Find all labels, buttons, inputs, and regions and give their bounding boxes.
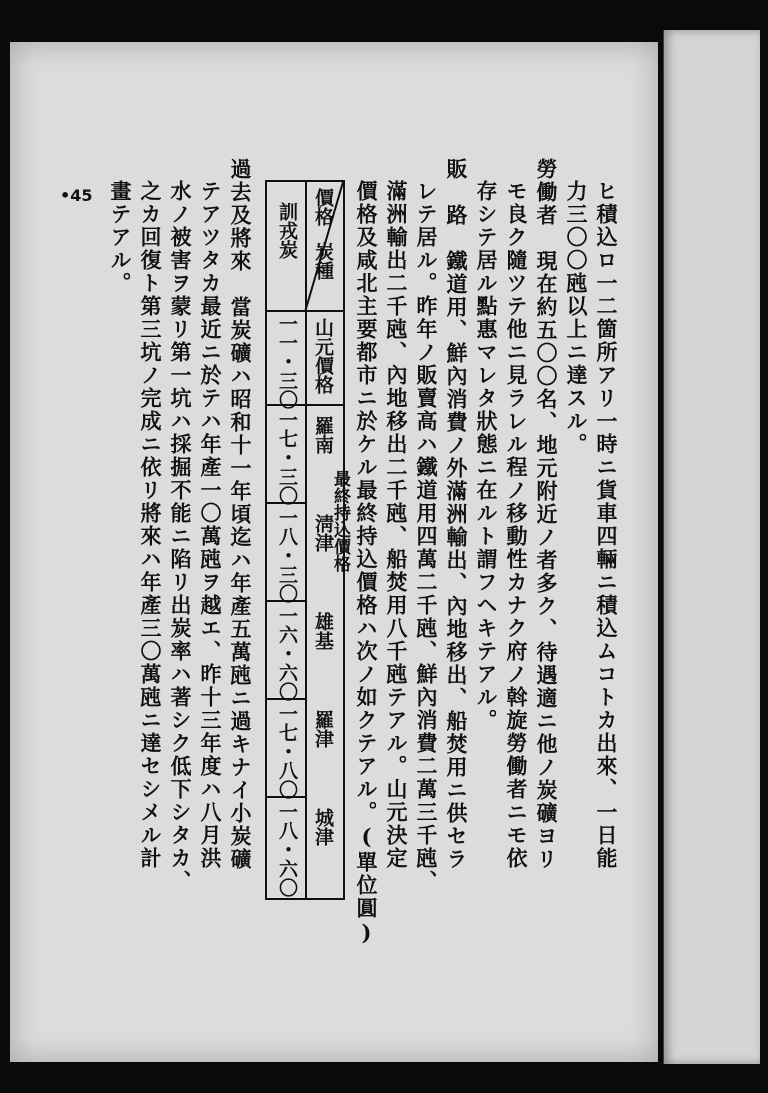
text-column-9: 價格及咸北主要都市ニ於ケル最終持込價格ハ次ノ如クテアル。(單位圓) — [354, 180, 379, 947]
text-column-4: モ良ク隨ツテ他ニ見ラレル程ノ移動性カナク府ノ斡旋勞働者ニモ依 — [504, 180, 529, 870]
text-column-8: 滿洲輸出二千瓲、內地移出二千瓲、船焚用八千瓲テアル。山元決定 — [384, 180, 409, 870]
table-corner-bottom: 炭種 — [312, 242, 334, 280]
footer-column-5: 畫テアル。 — [108, 180, 133, 295]
table-header-joshin: 城津 — [312, 808, 334, 846]
footer-column-4: 之カ回復ト第三坑ノ完成ニ依リ將來ハ年產三〇萬瓲ニ達セシメル計 — [138, 180, 163, 870]
table-row-label: 訓戎炭 — [276, 202, 298, 259]
table-column-divider — [305, 182, 307, 898]
table-value-yamamoto: 一一・三〇 — [276, 314, 298, 409]
text-column-5: 存シテ居ル點惠マレタ狀態ニ在ルト謂フヘキテアル。 — [474, 180, 499, 732]
next-page-edge — [664, 30, 760, 1064]
table-header-yamamoto: 山元價格 — [312, 318, 334, 394]
footer-column-2: テアツタカ最近ニ於テハ年產一〇萬瓲ヲ越エ、昨十三年度ハ八月洪 — [198, 180, 223, 870]
footer-column-3: 水ノ被害ヲ蒙リ第一坑ハ採掘不能ニ陷リ出炭率ハ著シク低下シタカ、 — [168, 180, 193, 893]
table-value-ranan: 一七・三〇 — [276, 410, 298, 505]
text-column-7: レテ居ル。昨年ノ販賣高ハ鐵道用四萬二千瓲、鮮內消費二萬三千瓲、 — [414, 180, 439, 893]
table-value-joshin: 一八・六〇 — [276, 802, 298, 897]
table-value-yuki: 一六・六〇 — [276, 606, 298, 701]
table-header-rashin: 羅津 — [312, 710, 334, 748]
table-corner-top: 價格 — [312, 188, 334, 226]
page-number: •45 — [60, 186, 93, 205]
text-column-3: 勞働者 現在約五〇〇名、地元附近ノ者多ク、待遇適ニ他ノ炭礦ヨリ — [534, 158, 559, 871]
table-row-divider — [267, 310, 343, 312]
table-value-rashin: 一七・八〇 — [276, 704, 298, 799]
table-header-ranan: 羅南 — [312, 416, 334, 454]
text-column-2: 力三〇〇瓲以上ニ達スル。 — [564, 180, 589, 456]
table-header-seishin: 淸津 — [312, 514, 334, 552]
text-column-1: ヒ積込ロ一二箇所アリ一時ニ貨車四輛ニ積込ムコトカ出來、一日能 — [594, 180, 619, 870]
footer-column-1: 過去及將來 當炭礦ハ昭和十一年頃迄ハ年產五萬瓲ニ過キナイ小炭礦 — [228, 158, 253, 871]
text-column-6: 販 路 鐵道用、鮮內消費ノ外滿洲輸出、內地移出、船焚用ニ供セラ — [444, 158, 469, 871]
table-value-seishin: 一八・三〇 — [276, 508, 298, 603]
table-group-header: 最終持込價格 — [330, 470, 350, 572]
table-header-yuki: 雄基 — [312, 612, 334, 650]
